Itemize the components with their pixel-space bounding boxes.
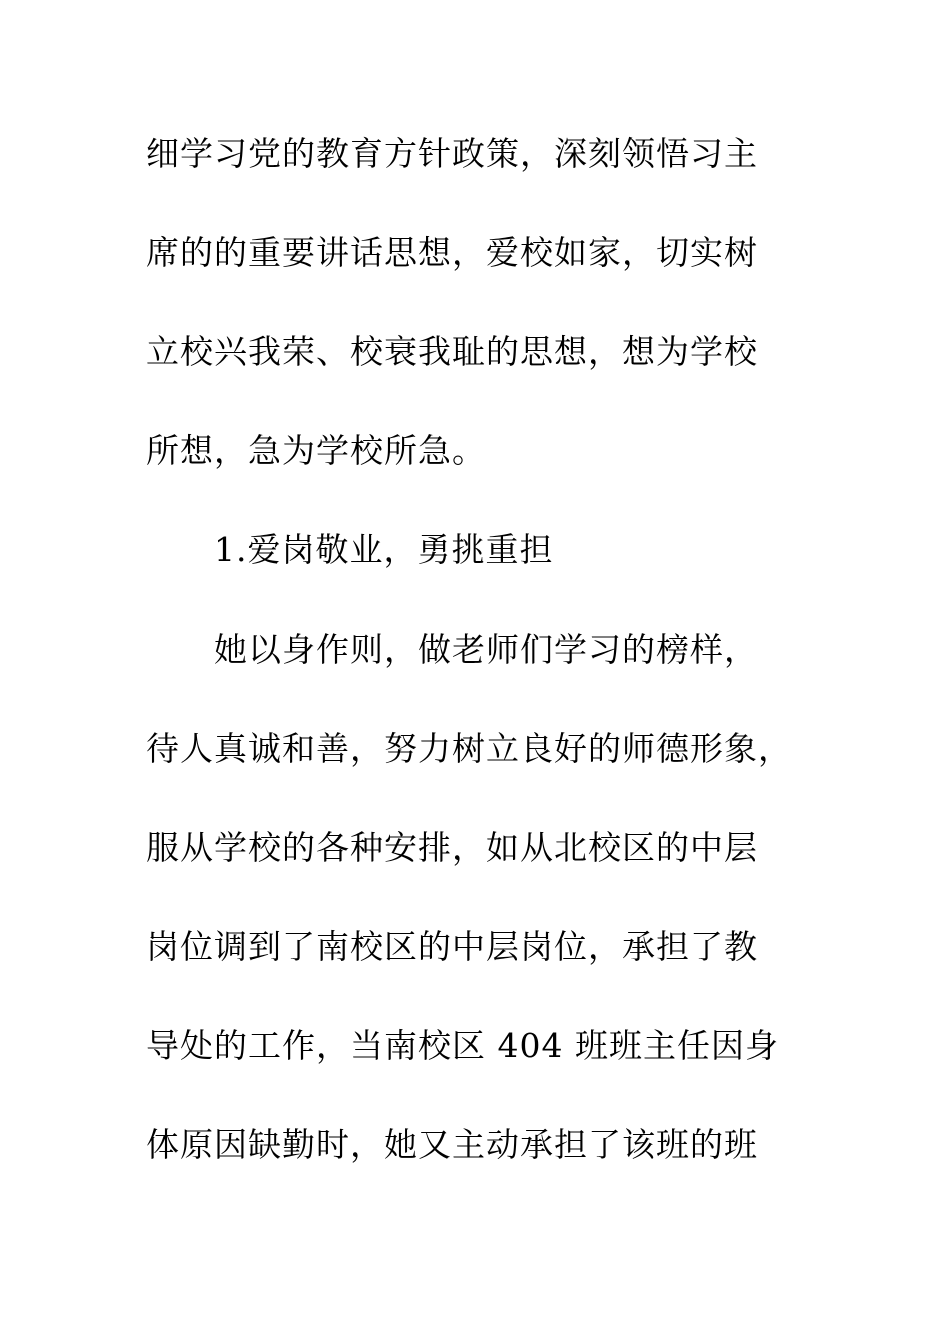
- section-heading: 1.爱岗敬业，勇挑重担: [214, 530, 554, 569]
- text-line-9: 岗位调到了南校区的中层岗位，承担了教: [146, 927, 758, 966]
- text-line-1: 细学习党的教育方针政策，深刻领悟习主: [146, 134, 758, 173]
- text-line-3: 立校兴我荣、校衰我耻的思想，想为学校: [146, 332, 758, 371]
- text-line-11: 体原因缺勤时，她又主动承担了该班的班: [146, 1125, 758, 1164]
- text-line-7: 待人真诚和善，努力树立良好的师德形象，: [146, 729, 792, 768]
- text-line-6: 她以身作则，做老师们学习的榜样，: [214, 630, 758, 669]
- text-line-8: 服从学校的各种安排，如从北校区的中层: [146, 828, 758, 867]
- text-line-4: 所想，急为学校所急。: [146, 431, 486, 470]
- text-line-10: 导处的工作，当南校区 404 班班主任因身: [146, 1026, 779, 1065]
- text-line-2: 席的的重要讲话思想，爱校如家，切实树: [146, 233, 758, 272]
